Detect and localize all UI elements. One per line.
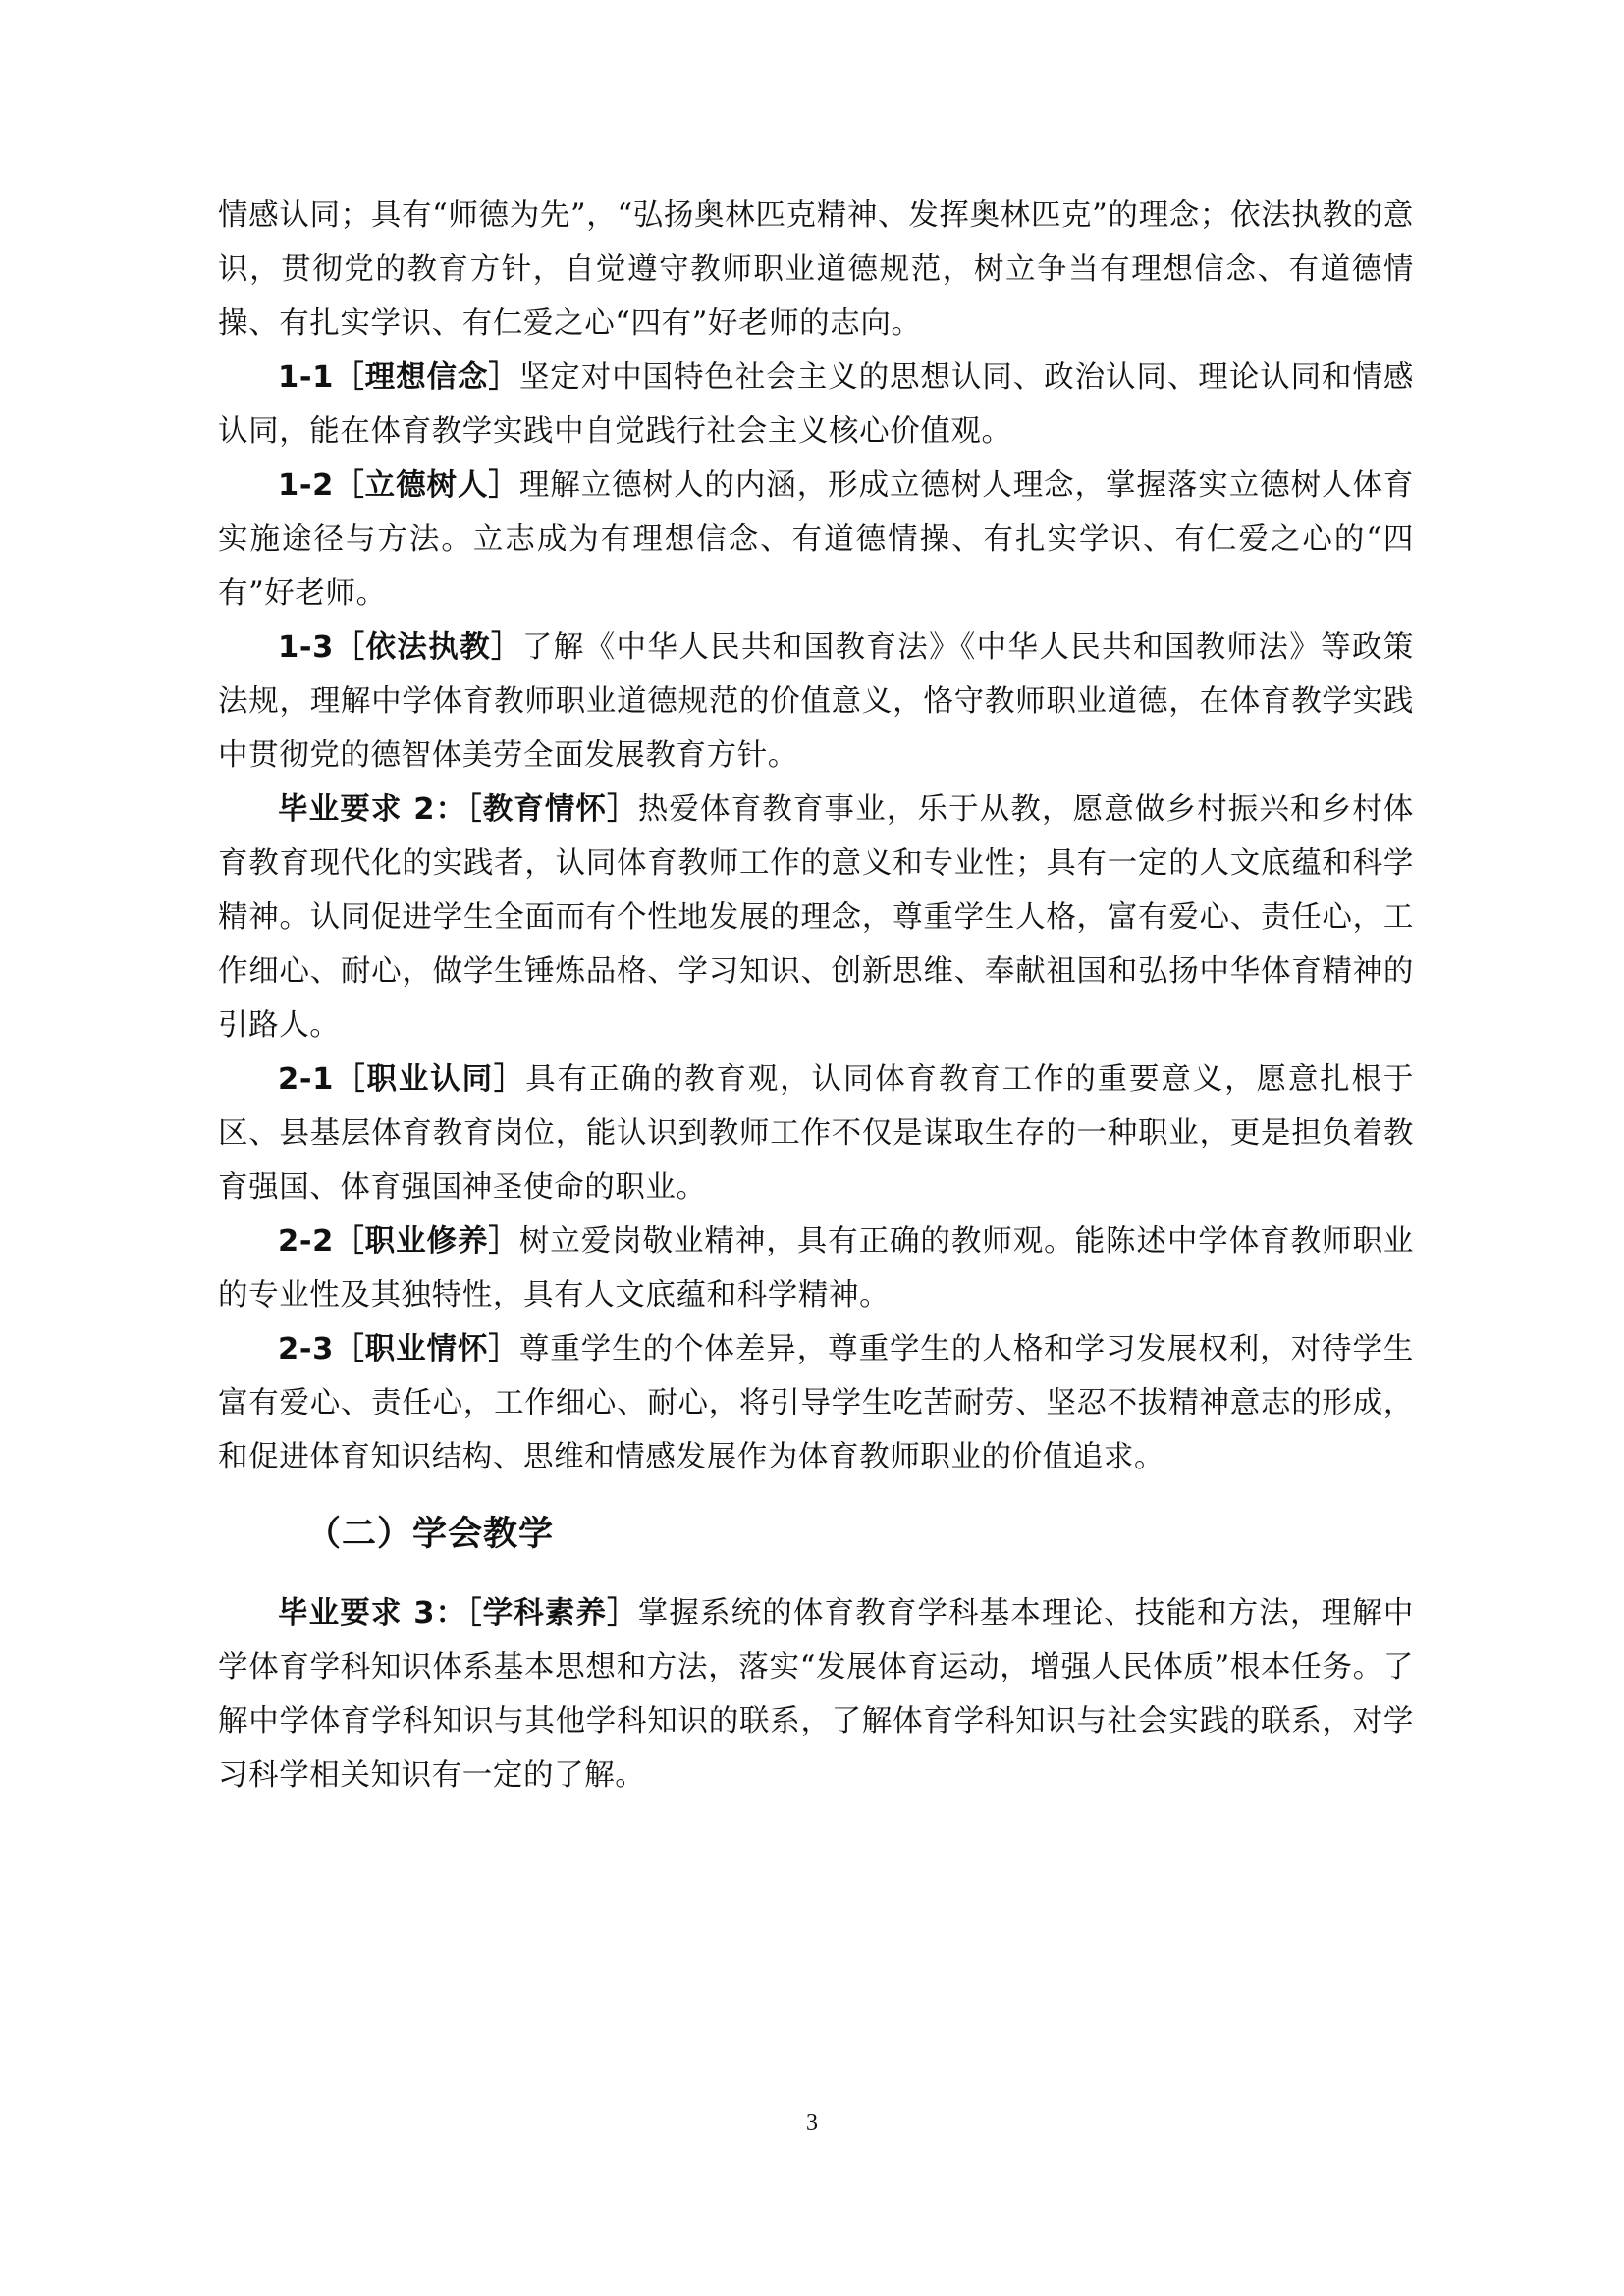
requirement-label: 毕业要求 3：［学科素养］ bbox=[278, 1596, 638, 1630]
page-body bbox=[218, 188, 1414, 1802]
item-label: 2-1［职业认同］ bbox=[278, 1062, 526, 1096]
page-number: 3 bbox=[806, 2110, 818, 2136]
paragraph-text: 坚定对中国特色社会主义的思想认同、政治认同、理论认同和情感认同，能在体育教学实践中自觉践行社会主义核心价值观。 bbox=[218, 360, 1414, 449]
paragraph-item-2-2 bbox=[218, 1214, 1414, 1322]
requirement-label: 毕业要求 2：［教育情怀］ bbox=[278, 792, 638, 827]
paragraph-text: 树立爱岗敬业精神，具有正确的教师观。能陈述中学体育教师职业的专业性及其独特性，具有人文底蕴和科学精神。 bbox=[218, 1224, 1414, 1312]
item-label: 1-2［立德树人］ bbox=[278, 468, 519, 503]
paragraph-text: 掌握系统的体育教育学科基本理论、技能和方法，理解中学体育学科知识体系基本思想和方法，落实“发展体育运动，增强人民体质”根本任务。了解中学体育学科知识与其他学科知识的联系，了解体育学科知识与社会实践的联系，对学习科学相关知识有一定的了解。 bbox=[218, 1596, 1414, 1792]
paragraph-text: 具有正确的教育观，认同体育教育工作的重要意义，愿意扎根于区、县基层体育教育岗位，能认识到教师工作不仅是谋取生存的一种职业，更是担负着教育强国、体育强国神圣使命的职业。 bbox=[218, 1062, 1414, 1204]
item-label: 1-3［依法执教］ bbox=[278, 630, 522, 665]
paragraph-item-2-3 bbox=[218, 1322, 1414, 1484]
paragraph-item-2-1 bbox=[218, 1052, 1414, 1214]
paragraph-item-1-2 bbox=[218, 458, 1414, 620]
paragraph-intro-continuation bbox=[218, 188, 1414, 350]
paragraph-requirement-3 bbox=[218, 1586, 1414, 1802]
paragraph-requirement-2 bbox=[218, 782, 1414, 1052]
paragraph-text: 理解立德树人的内涵，形成立德树人理念，掌握落实立德树人体育实施途径与方法。立志成为有理想信念、有道德情操、有扎实学识、有仁爱之心的“四有”好老师。 bbox=[218, 468, 1414, 611]
paragraph-text: 热爱体育教育事业，乐于从教，愿意做乡村振兴和乡村体育教育现代化的实践者，认同体育教师工作的意义和专业性；具有一定的人文底蕴和科学精神。认同促进学生全面而有个性地发展的理念，尊重学生人格，富有爱心、责任心，工作细心、耐心，做学生锤炼品格、学习知识、创新思维、奉献祖国和弘扬中华体育精神的引路人。 bbox=[218, 792, 1414, 1042]
item-label: 1-1［理想信念］ bbox=[278, 360, 519, 395]
paragraph-text: 尊重学生的个体差异，尊重学生的人格和学习发展权利，对待学生富有爱心、责任心，工作细心、耐心，将引导学生吃苦耐劳、坚忍不拔精神意志的形成，和促进体育知识结构、思维和情感发展作为体育教师职业的价值追求。 bbox=[218, 1332, 1414, 1474]
item-label: 2-3［职业情怀］ bbox=[278, 1332, 519, 1366]
paragraph-text: 了解《中华人民共和国教育法》《中华人民共和国教师法》等政策法规，理解中学体育教师职业道德规范的价值意义，恪守教师职业道德，在体育教学实践中贯彻党的德智体美劳全面发展教育方针。 bbox=[218, 630, 1414, 773]
item-label: 2-2［职业修养］ bbox=[278, 1224, 519, 1258]
paragraph-item-1-1 bbox=[218, 350, 1414, 458]
paragraph-text: 情感认同；具有“师德为先”，“弘扬奥林匹克精神、发挥奥林匹克”的理念；依法执教的意识，贯彻党的教育方针，自觉遵守教师职业道德规范，树立争当有理想信念、有道德情操、有扎实学识、有仁爱之心“四有”好老师的志向。 bbox=[218, 198, 1414, 341]
section-heading: （二）学会教学 bbox=[306, 1515, 555, 1554]
paragraph-item-1-3 bbox=[218, 620, 1414, 782]
